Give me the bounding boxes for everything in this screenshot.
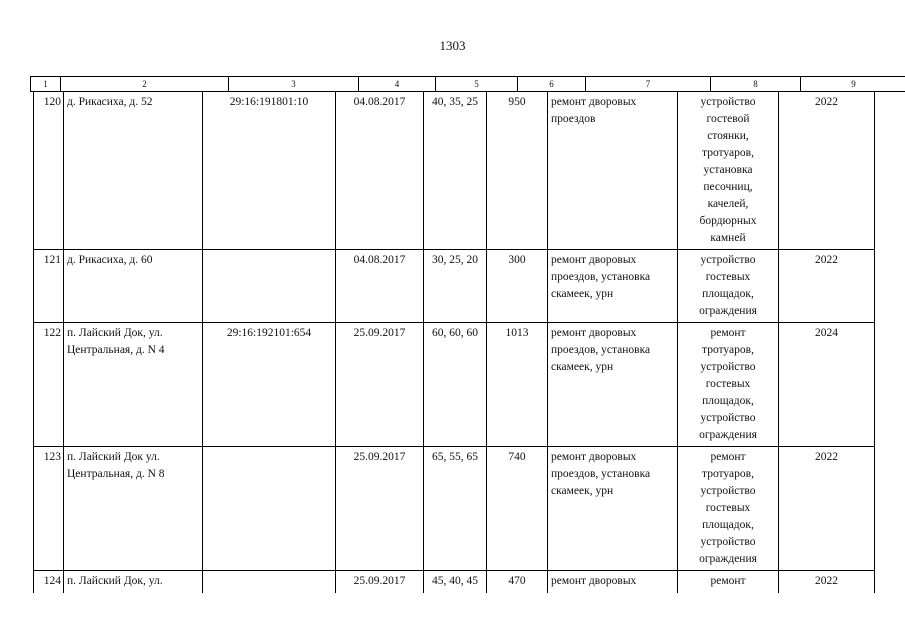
date: 25.09.2017 — [336, 571, 424, 593]
column-number: 9 — [801, 77, 905, 92]
table-row — [34, 447, 875, 571]
row-number: 122 — [34, 323, 64, 447]
area: 1013 — [487, 323, 548, 447]
percent-values: 65, 55, 65 — [424, 447, 487, 571]
row-number: 121 — [34, 250, 64, 323]
table-row — [34, 92, 875, 250]
address: д. Рикасиха, д. 52 — [64, 92, 203, 250]
address: п. Лайский Док ул. Центральная, д. N 8 — [64, 447, 203, 571]
minimum-works: ремонт дворовых проездов, установка скамеек, урн — [548, 323, 678, 447]
year: 2022 — [779, 571, 875, 593]
year: 2022 — [779, 92, 875, 250]
column-number: 6 — [518, 77, 586, 92]
cadastral-number: 29:16:191801:10 — [203, 92, 336, 250]
column-number: 1 — [31, 77, 61, 92]
cadastral-number — [203, 571, 336, 593]
address: д. Рикасиха, д. 60 — [64, 250, 203, 323]
cadastral-number — [203, 250, 336, 323]
column-number: 8 — [711, 77, 801, 92]
additional-works: ремонт тротуаров, устройство гостевых площадок, устройство ограждения — [678, 323, 779, 447]
registry-table — [33, 91, 875, 593]
page-number: 1303 — [439, 38, 466, 53]
additional-works: ремонт тротуаров, устройство гостевых площадок, устройство ограждения — [678, 447, 779, 571]
minimum-works: ремонт дворовых проездов, установка скамеек, урн — [548, 447, 678, 571]
table-row — [34, 323, 875, 447]
table-row — [34, 250, 875, 323]
column-number: 4 — [359, 77, 436, 92]
minimum-works: ремонт дворовых проездов — [548, 92, 678, 250]
area: 950 — [487, 92, 548, 250]
row-number: 120 — [34, 92, 64, 250]
cadastral-number — [203, 447, 336, 571]
percent-values: 30, 25, 20 — [424, 250, 487, 323]
date: 25.09.2017 — [336, 447, 424, 571]
cadastral-number: 29:16:192101:654 — [203, 323, 336, 447]
additional-works: ремонт — [678, 571, 779, 593]
area: 470 — [487, 571, 548, 593]
date: 04.08.2017 — [336, 250, 424, 323]
minimum-works: ремонт дворовых проездов, установка скамеек, урн — [548, 250, 678, 323]
address: п. Лайский Док, ул. Центральная, д. N 4 — [64, 323, 203, 447]
table-row — [34, 571, 875, 593]
column-number-header — [30, 76, 905, 92]
year: 2024 — [779, 323, 875, 447]
column-number: 2 — [61, 77, 229, 92]
percent-values: 60, 60, 60 — [424, 323, 487, 447]
column-number: 7 — [586, 77, 711, 92]
column-number: 5 — [436, 77, 518, 92]
percent-values: 45, 40, 45 — [424, 571, 487, 593]
year: 2022 — [779, 447, 875, 571]
additional-works: устройство гостевых площадок, ограждения — [678, 250, 779, 323]
date: 04.08.2017 — [336, 92, 424, 250]
area: 740 — [487, 447, 548, 571]
additional-works: устройство гостевой стоянки, тротуаров, установка песочниц, качелей, бордюрных камней — [678, 92, 779, 250]
row-number: 123 — [34, 447, 64, 571]
year: 2022 — [779, 250, 875, 323]
address: п. Лайский Док, ул. — [64, 571, 203, 593]
column-number: 3 — [229, 77, 359, 92]
minimum-works: ремонт дворовых — [548, 571, 678, 593]
area: 300 — [487, 250, 548, 323]
percent-values: 40, 35, 25 — [424, 92, 487, 250]
row-number: 124 — [34, 571, 64, 593]
date: 25.09.2017 — [336, 323, 424, 447]
